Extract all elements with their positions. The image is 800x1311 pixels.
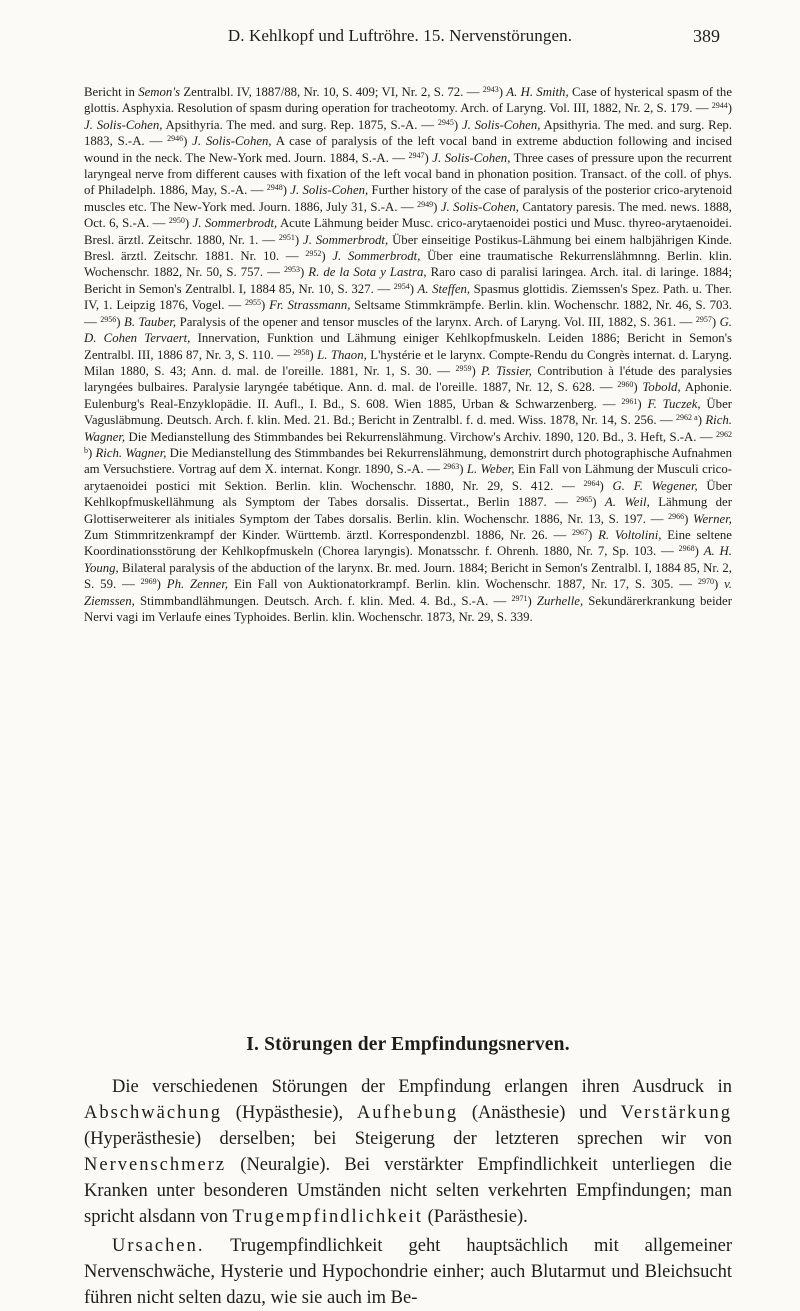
reference-text: Über einseitige Postikus-Lähmung bei einem halbjährigen Kinde. Bresl. ärztl. Zeitschr. 1881. Nr. 10. — (84, 232, 732, 264)
reference-number: 2963 (443, 462, 460, 472)
reference-author: A. Steffen, (417, 281, 471, 296)
reference-author: L. Weber, (466, 462, 515, 477)
reference-number: 2968 (678, 544, 695, 554)
running-head (80, 26, 720, 52)
reference-number: 2958 (293, 347, 310, 357)
reference-author: R. de la Sota y Lastra, (308, 265, 427, 280)
reference-text: Ein Fall von Auktionatorkrampf. Berlin. klin. Wochenschr. 1887, Nr. 17, S. 305. — (228, 577, 698, 592)
term-aufhebung: Aufhebung (356, 1103, 459, 1123)
reference-number: 2952 (305, 249, 322, 259)
reference-prefix: ) (633, 380, 643, 395)
body-paragraph-1 (84, 1074, 732, 1230)
reference-number: 2959 (455, 363, 472, 373)
reference-text: L'hystérie et le larynx. Compte-Rendu du Congrès internat. d. Laryng. Milan 1880, S. 43; Ann. d. mal. de l'oreille. 1881, Nr. 1, S. 30. — (84, 347, 732, 378)
reference-prefix: ) (637, 396, 648, 411)
reference-number: 2964 (583, 478, 600, 488)
reference-prefix: ) (684, 511, 694, 526)
reference-author: Ph. Zenner, (166, 577, 229, 592)
reference-text: Spasmus glottidis. Ziemssen's Spez. Path. u. Ther. IV, 1. Leipzig 1876, Vogel. — (84, 281, 732, 313)
reference-text: Die Medianstellung des Stimmbandes bei Rekurrenslähmung. Virchow's Archiv. 1890, 120. Bd., 3. Heft, S.-A. — (125, 429, 716, 444)
reference-prefix: ) (183, 134, 193, 149)
reference-prefix: ) (498, 85, 507, 99)
reference-prefix: ) (713, 577, 725, 592)
reference-number: 2966 (668, 511, 685, 521)
reference-text: Acute Lähmung beider Musc. crico-arytaenoidei postici und Musc. thyreo-arytaenoidei. Bresl. ärztl. Zeitschr. 1880, Nr. 1. — (84, 216, 732, 247)
reference-text: Three cases of pressure upon the recurrent laryngeal nerve from different causes with fixation of the left vocal band in phonation position. Transact. of the coll. of phys. of Philadelph. 1886, May, S.-A. — (84, 150, 732, 198)
reference-prefix: ) (184, 216, 193, 231)
reference-text: Raro caso di paralisi laringea. Arch. ital. di laringe. 1884; Bericht in Semon's Zentralbl. I, 1884 85, Nr. 10, S. 327. — (84, 265, 733, 296)
reference-number: 2953 (283, 265, 300, 275)
reference-prefix: ) (409, 281, 418, 296)
reference-prefix: ) (88, 445, 96, 460)
reference-text: Apsithyria. The med. and surg. Rep. 1875, S.-A. — (162, 117, 438, 132)
reference-text: Contribution à l'étude des paralysies laryngées bulbaires. Paralysie laryngée tabétique. Ann. d. mal. de l'oreille. 1887, Nr. 12, S. 628. — (84, 363, 732, 395)
para1-text-1: Die verschiedenen Störungen der Empfindung erlangen ihren Ausdruck in (112, 1077, 732, 1097)
para2-text-1: Trugempfindlichkeit geht hauptsächlich mit allgemeiner Nervenschwäche, Hysterie und Hypochondrie einher; auch Blutarmut und Bleichsucht führen nicht selten dazu, wie sie auch im Be- (84, 1236, 732, 1308)
reference-prefix: ) (697, 413, 706, 428)
reference-number: 2957 (695, 314, 712, 324)
reference-number: 2955 (244, 298, 261, 308)
reference-text: Bilateral paralysis of the abduction of the larynx. Br. med. Journ. 1884; Bericht in Semon's Zentralbl. I, 1884 85, Nr. 2, S. 59. — (84, 560, 732, 592)
reference-text: Paralysis of the opener and tensor muscles of the larynx. Arch. of Laryng. Vol. III, 1882, S. 361. — (176, 314, 696, 329)
reference-entry (141, 577, 698, 591)
reference-author: A. H. Young, (84, 544, 732, 575)
reference-number: 2961 (621, 396, 638, 406)
section-heading: I. Störungen der Empfindungsnerven. (246, 1034, 570, 1055)
reference-prefix: Bericht in (84, 85, 139, 99)
para1-text-4: (Hyperästhesie) derselben; bei Steigerung der letzteren sprechen wir von (84, 1129, 732, 1149)
reference-text: Eine seltene Koordinationsstörung der Kehlkopfmuskeln (Chorea laryngis). Monatsschr. f. Ohrenh. 1880, Nr. 7, Sp. 103. — (84, 527, 732, 559)
reference-prefix: ) (599, 478, 613, 493)
reference-author: G. F. Wegener, (612, 478, 698, 493)
reference-prefix: ) (294, 232, 304, 247)
reference-prefix: ) (453, 117, 462, 132)
reference-prefix: ) (527, 593, 537, 608)
reference-prefix: ) (694, 544, 704, 559)
reference-text: Apsithyria. The med. and surg. Rep. 1883, S.-A. — (84, 117, 732, 149)
reference-prefix: ) (282, 183, 291, 198)
reference-prefix: ) (321, 249, 333, 264)
reference-number: 2971 (511, 593, 528, 603)
reference-author: A. Weil, (604, 495, 650, 510)
reference-author: J. Solis-Cohen, (290, 183, 369, 198)
reference-number: 2965 (576, 495, 593, 505)
reference-number: 2970 (697, 577, 714, 587)
term-trugempfindlichkeit: Trugempfindlichkeit (232, 1207, 423, 1227)
reference-author: Werner, (693, 511, 732, 526)
reference-prefix: ) (433, 199, 441, 214)
reference-number: 2946 (167, 134, 184, 144)
reference-text: Stimmbandlähmungen. Deutsch. Arch. f. klin. Med. 4. Bd., S.-A. — (134, 593, 512, 608)
reference-number: 2962 b (84, 429, 732, 455)
reference-number: 2949 (417, 199, 434, 209)
reference-author: B. Tauber, (124, 314, 177, 329)
reference-prefix: ) (116, 314, 125, 329)
reference-number: 2969 (140, 577, 157, 587)
reference-prefix: ) (156, 577, 167, 592)
reference-number: 2950 (168, 216, 185, 226)
reference-text: Cantatory paresis. The med. news. 1888, Oct. 6, S.-A. — (84, 199, 732, 231)
reference-prefix: ) (588, 527, 599, 542)
reference-entry (84, 85, 483, 99)
reference-text: Die Medianstellung des Stimmbandes bei Rekurrenslähmung, demonstrirt durch photographische Aufnahmen am Versuchstiere. Vortrag auf dem X. internat. Kongr. 1890, S.-A. — (84, 445, 732, 477)
running-head-title: D. Kehlkopf und Luftröhre. 15. Nervenstörungen. (227, 26, 573, 45)
para1-text-6: (Parästhesie). (422, 1207, 528, 1227)
reference-list (84, 84, 732, 625)
reference-author: J. Solis-Cohen, (440, 199, 519, 214)
term-verstaerkung: Verstärkung (620, 1103, 732, 1123)
reference-author: J. Sommerbrodt, (332, 249, 421, 264)
reference-number: 2947 (408, 150, 425, 160)
reference-text: Innervation, Funktion und Lähmung einiger Kehlkopfmuskeln. Leiden 1886; Bericht in Semon's Zentralbl. III, 1886 87, Nr. 3, S. 110. — (84, 331, 732, 362)
para1-text-3: (Anästhesie) und (458, 1103, 621, 1123)
reference-text: Über eine traumatische Rekurrenslähmnng. Berlin. klin. Wochenschr. 1882, Nr. 50, S. 757. — (84, 249, 733, 280)
reference-text: Case of hysterical spasm of the glottis. Asphyxia. Resolution of spasm during operation for tracheotomy. Arch. of Laryng. Vol. III, 1882, Nr. 2, S. 179. — (84, 85, 732, 116)
reference-author: R. Voltolini, (598, 527, 662, 542)
reference-text: Aphonie. Eulenburg's Real-Enzyklopädie. II. Aufl., I. Bd., S. 608. Wien 1885, Urban & Schwarzenberg. — (84, 380, 732, 411)
reference-number: 2948 (266, 183, 283, 193)
body-paragraph-2 (84, 1233, 732, 1311)
reference-text: Seltsame Stimmkrämpfe. Berlin. klin. Wochenschr. 1882, Nr. 46, S. 703. — (84, 298, 732, 329)
reference-prefix: ) (424, 150, 433, 165)
reference-author: v. Ziemssen, (84, 577, 733, 608)
reference-number: 2962 a (676, 413, 698, 423)
reference-number: 2944 (711, 101, 728, 111)
reference-number: 2960 (617, 380, 634, 390)
reference-prefix: ) (471, 363, 482, 378)
reference-number: 2954 (393, 281, 410, 291)
reference-author: Rich. Wagner, (84, 413, 732, 444)
reference-text: Sekundärerkrankung beider Nervi vagi im Verlaufe eines Typhoides. Berlin. klin. Wochenschr. 1873, Nr. 29, S. 339. (84, 593, 732, 624)
term-ursachen: Ursachen. (112, 1236, 205, 1256)
reference-author: J. Sommerbrodt, (303, 232, 389, 247)
reference-number: 2943 (482, 85, 499, 94)
reference-text: Lähmung der Glottiserweiterer als initiales Symptom der Tabes dorsalis. Berlin. klin. Wochenschr. 1886, Nr. 13, S. 197. — (84, 495, 732, 526)
reference-prefix: ) (309, 347, 318, 362)
reference-author: J. Solis-Cohen, (192, 134, 272, 149)
reference-number: 2967 (572, 527, 589, 537)
reference-author: J. Solis-Cohen, (432, 150, 511, 165)
reference-entry (100, 315, 696, 329)
para1-text-2: (Hypästhesie), (222, 1103, 357, 1123)
reference-text: Zentralbl. IV, 1887/88, Nr. 10, S. 409; VI, Nr. 2, S. 72. — (180, 85, 483, 99)
reference-prefix: ) (459, 462, 467, 477)
reference-author: Fr. Strassmann, (269, 298, 351, 313)
reference-author: P. Tissier, (481, 363, 532, 378)
reference-author: F. Tuczek, (647, 396, 701, 411)
reference-number: 2951 (278, 232, 295, 242)
reference-text: Zum Stimmritzenkrampf der Kinder. Württemb. ärztl. Korrespondenzbl. 1886, Nr. 26. — (84, 527, 573, 542)
reference-text: Über Kehlkopfmuskellähmung als Symptom der Tabes dorsalis. Dissertat., Berlin 1887. — (84, 478, 732, 510)
reference-prefix: ) (727, 101, 732, 116)
reference-author: J. Solis-Cohen, (461, 117, 541, 132)
reference-author: Zurhelle, (536, 593, 584, 608)
reference-number: 2956 (100, 314, 117, 324)
reference-author: Rich. Wagner, (95, 445, 167, 460)
reference-author: G. D. Cohen Tervaert, (84, 314, 733, 346)
reference-text: Über Vagusläbmung. Deutsch. Arch. f. klin. Med. 21. Bd.; Bericht in Zentralbl. f. d. med. Wiss. 1878, Nr. 14, S. 256. — (84, 396, 733, 428)
reference-prefix: ) (299, 265, 309, 280)
reference-prefix: ) (260, 298, 270, 313)
reference-prefix: ) (711, 314, 720, 329)
reference-author: A. H. Smith, (506, 85, 569, 99)
reference-text: A case of paralysis of the left vocal band in extreme abduction following and incised wound in the neck. The New-York med. Journ. 1884, S.-A. — (84, 134, 732, 165)
reference-author: L. Thaon, (317, 347, 367, 362)
para1-text-5: (Neuralgie). Bei verstärkter Empfindlichkeit unterliegen die Kranken unter besonderen Umständen nicht selten verkehrten Empfindungen; man spricht alsdann von (84, 1155, 732, 1227)
reference-author: J. Sommerbrodt, (192, 216, 278, 231)
reference-author: J. Solis-Cohen, (84, 117, 163, 132)
term-abschwaechung: Abschwächung (84, 1103, 223, 1123)
reference-text: Ein Fall von Lähmung der Musculi crico-arytaenoidei postici mit Sektion. Berlin. klin. Wochenschr. 1880, Nr. 29, S. 412. — (84, 462, 732, 493)
page-number: 389 (693, 26, 720, 46)
reference-author: Semon's (138, 85, 181, 99)
reference-number: 2945 (437, 117, 454, 127)
reference-author: Tobold, (642, 380, 681, 395)
reference-text: Further history of the case of paralysis of the posterior crico-arytenoid muscles etc. The New-York med. Journ. 1886, July 31, S.-A. — (84, 183, 732, 214)
term-nervenschmerz: Nervenschmerz (84, 1155, 227, 1175)
reference-prefix: ) (592, 495, 605, 510)
